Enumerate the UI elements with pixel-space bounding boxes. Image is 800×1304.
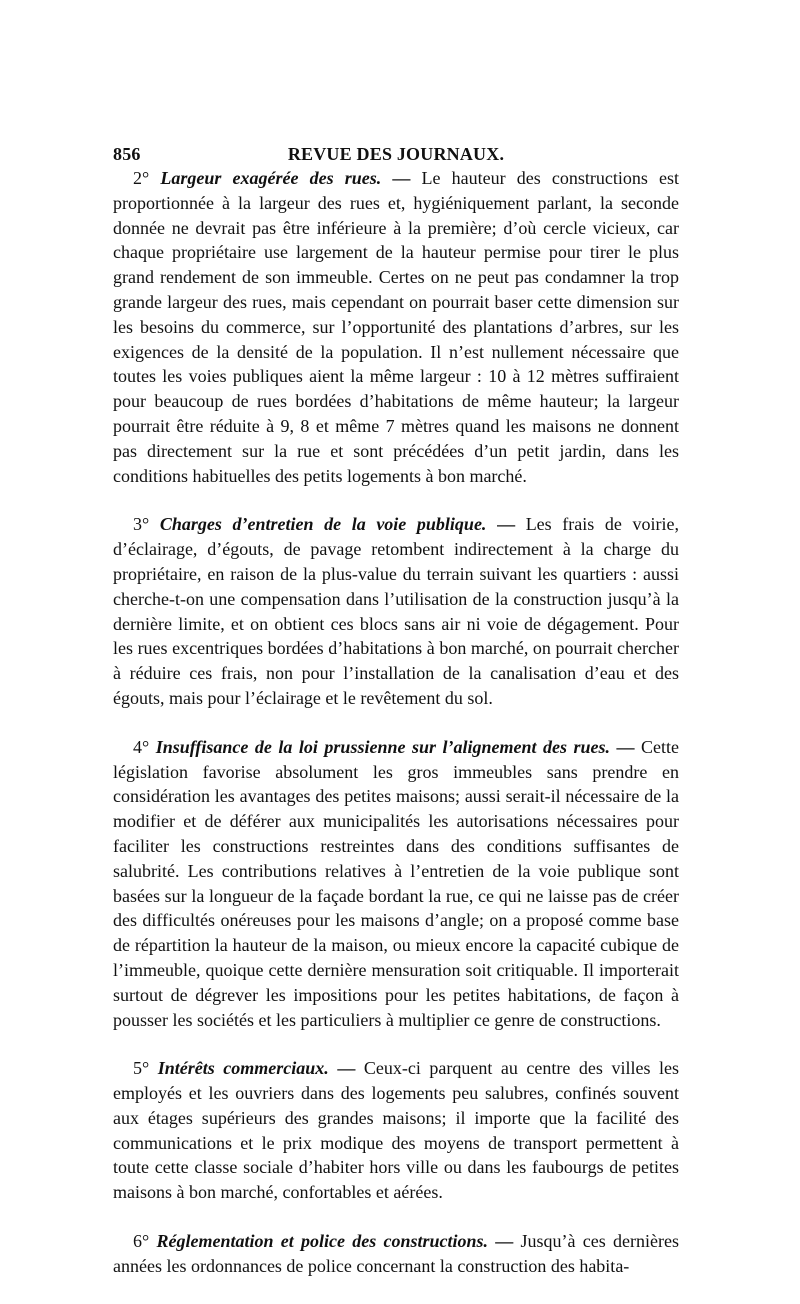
section-number: 4° bbox=[133, 736, 150, 757]
section-construction-regulations bbox=[113, 1229, 679, 1279]
section-dash: — bbox=[392, 168, 411, 188]
section-dash: — bbox=[616, 736, 635, 757]
section-body: Cette législation favorise absolument les gros immeubles sans prendre en considération les avantages des petites maisons; aussi serait-il nécessaire de la modifier et de déférer aux municipalités les autorisations nécessaires pour faciliter les constructions restreintes dans des conditions suffisantes de salubrité. Les contributions relatives à l’entretien de la voie publique sont basées sur la longueur de la façade bordant la rue, ce qui ne laisse pas de créer des difficultés onéreuses pour les maisons d’angle; on a proposé comme base de répartition la hauteur de la maison, ou mieux encore la capacité cubique de l’immeuble, quoique cette dernière mensuration soit critiquable. Il importerait surtout de dégrever les impositions pour les petites habitations, de façon à pousser les sociétés et les particuliers à multiplier ce genre de constructions. bbox=[113, 736, 680, 1030]
section-commercial-interests bbox=[113, 1056, 679, 1205]
running-header bbox=[113, 140, 679, 166]
page-number: 856 bbox=[113, 144, 141, 164]
section-body: Ceux-ci parquent au centre des villes les employés et les ouvriers dans des logements peu salubres, confinés souvent aux étages supérieurs des grandes maisons; il importe que la facilité des communications et le prix modique des moyens de transport permettent à toute cette classe sociale d’habiter hors ville ou dans les faubourgs de petites maisons à bon marché, confortables et aérées. bbox=[113, 1058, 680, 1203]
section-dash: — bbox=[337, 1058, 356, 1079]
section-number: 6° bbox=[133, 1231, 150, 1252]
section-title: Insuffisance de la loi prussienne sur l’alignement des rues. bbox=[155, 736, 610, 757]
section-dash: — bbox=[497, 514, 516, 535]
document-page bbox=[113, 140, 680, 1276]
section-dash: — bbox=[495, 1231, 514, 1252]
section-body: Le hauteur des constructions est proportionnée à la largeur des rues et, hygiéniquement parlant, la seconde donnée ne devrait pas être inférieure à la première; d’où cercle vicieux, car chaque propriétaire use largement de la hauteur permise pour tirer le plus grand rendement de son immeuble. Certes on ne peut pas condamner la trop grande largeur des rues, mais cependant on pourrait baser cette dimension sur les besoins du commerce, sur l’opportunité des plantations d’arbres, sur les exigences de la densité de la population. Il n’est nullement nécessaire que toutes les voies publiques aient la même largeur : 10 à 12 mètres suffiraient pour beaucoup de rues bordées d’habitations de même hauteur; la largeur pourrait être réduite à 9, 8 et même 7 mètres quand les maisons ne donnent pas directement sur la rue et sont précédées d’un petit jardin, dans les conditions habituelles des petits logements à bon marché. bbox=[113, 168, 679, 486]
section-title: Charges d’entretien de la voie publique. bbox=[159, 514, 487, 535]
section-street-width bbox=[113, 166, 679, 488]
section-number: 3° bbox=[133, 514, 150, 535]
section-number: 5° bbox=[133, 1058, 150, 1079]
section-title: Largeur exagérée des rues. bbox=[160, 168, 382, 188]
section-body: Jusqu’à ces dernières années les ordonnances de police concernant la construction des habita- bbox=[113, 1231, 680, 1276]
section-public-road-maintenance bbox=[113, 512, 679, 710]
section-prussian-law bbox=[113, 735, 679, 1033]
section-body: Les frais de voirie, d’éclairage, d’égouts, de pavage retombent indirectement à la charge du propriétaire, en raison de la plus-value du terrain suivant les quartiers : aussi cherche-t-on une compensation dans l’utilisation de la construction jusqu’à la dernière limite, et on obtient ces blocs sans air ni voie de dégagement. Pour les rues excentriques bordées d’habitations à bon marché, on pourrait chercher à réduire ces frais, non pour l’installation de la canalisation d’eau et des égouts, mais pour l’éclairage et le revêtement du sol. bbox=[113, 514, 680, 708]
journal-title: REVUE DES JOURNAUX. bbox=[287, 144, 505, 164]
section-number: 2° bbox=[133, 168, 150, 188]
section-title: Intérêts commerciaux. bbox=[157, 1058, 329, 1079]
section-title: Réglementation et police des constructions. bbox=[156, 1231, 489, 1252]
